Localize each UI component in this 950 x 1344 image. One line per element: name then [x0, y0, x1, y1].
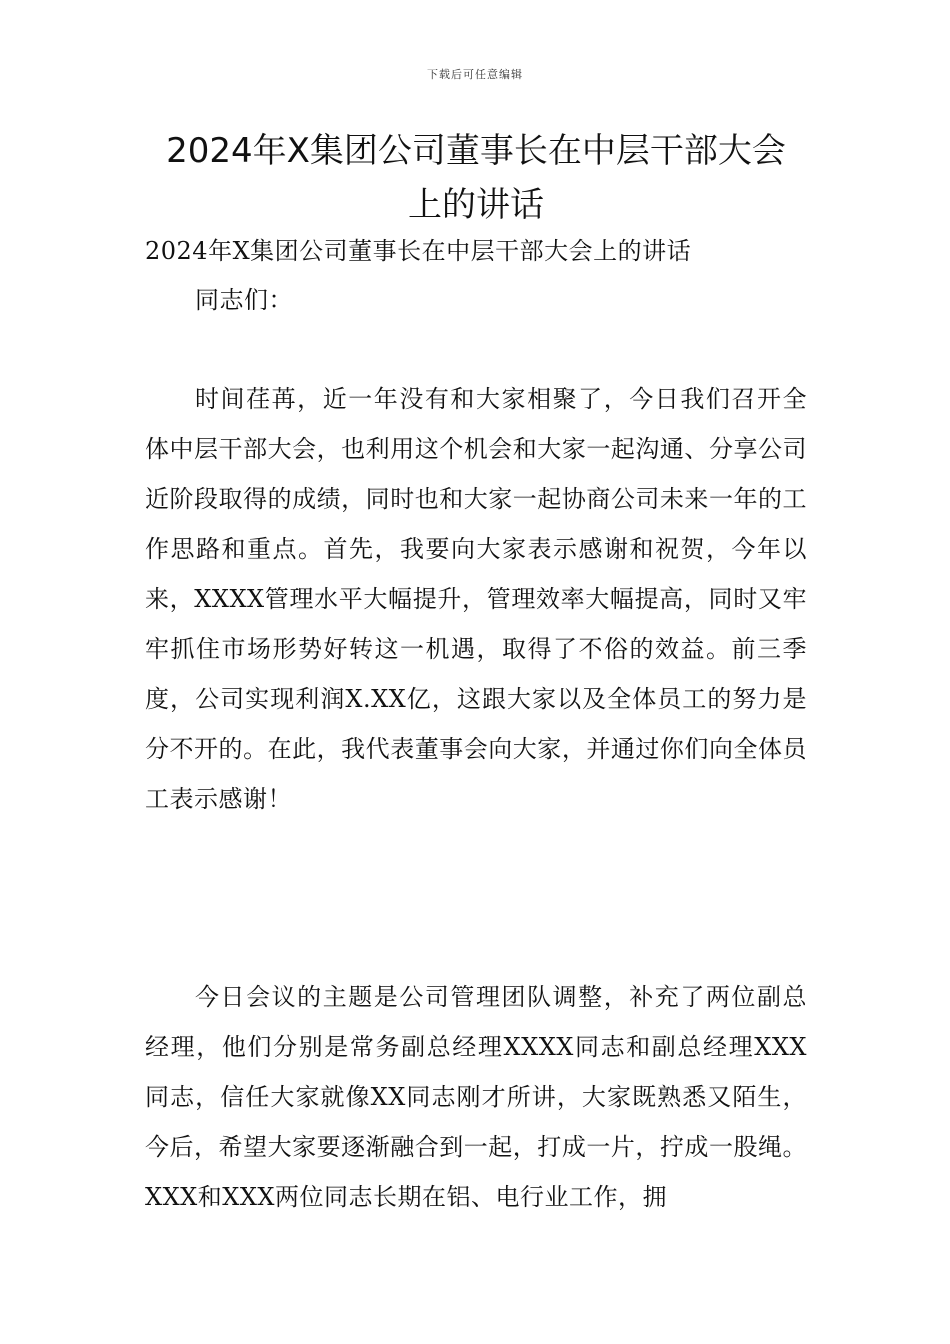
header-note: 下载后可任意编辑 — [427, 68, 523, 81]
document-title — [145, 124, 807, 232]
paragraph-2: 今日会议的主题是公司管理团队调整，补充了两位副总经理，他们分别是常务副总经理XXXX同志和副总经理XXX同志，信任大家就像XX同志刚才所讲，大家既熟悉又陌生，今后，希望大家要逐渐融合到一起，打成一片，拧成一股绳。XXX和XXX两位同志长期在铝、电行业工作，拥 — [145, 983, 807, 1211]
paragraph-1: 时间荏苒，近一年没有和大家相聚了，今日我们召开全体中层干部大会，也利用这个机会和大家一起沟通、分享公司近阶段取得的成绩，同时也和大家一起协商公司未来一年的工作思路和重点。首先，我要向大家表示感谢和祝贺，今年以来，XXXX管理水平大幅提升，管理效率大幅提高，同时又牢牢抓住市场形势好转这一机遇，取得了不俗的效益。前三季度，公司实现利润X.XX亿，这跟大家以及全体员工的努力是分不开的。在此，我代表董事会向大家，并通过你们向全体员工表示感谢！ — [145, 385, 807, 813]
title-line-1: 2024年X集团公司董事长在中层干部大会 — [166, 131, 786, 171]
subtitle-line: 2024年X集团公司董事长在中层干部大会上的讲话 — [145, 237, 692, 265]
title-line-2: 上的讲话 — [408, 185, 544, 225]
greeting: 同志们： — [195, 286, 293, 314]
